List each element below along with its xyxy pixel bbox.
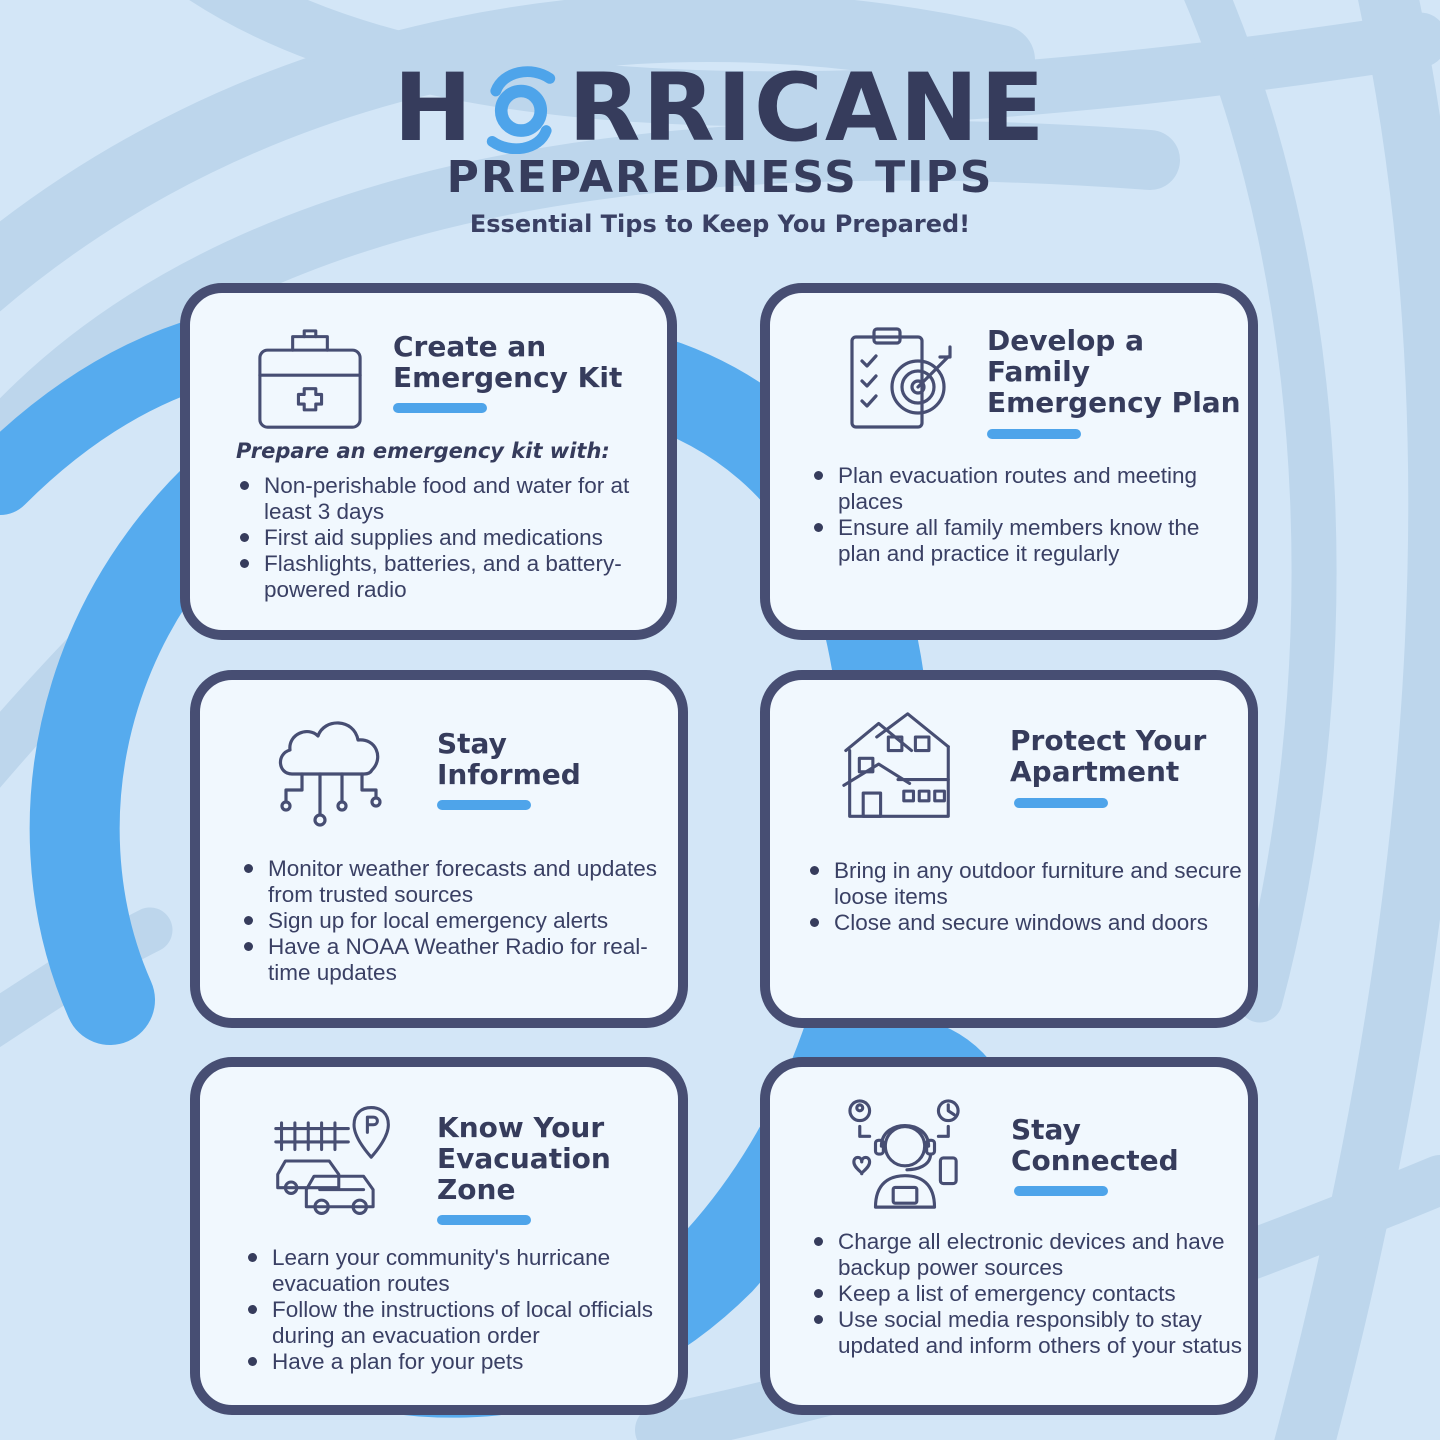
list-item: Learn your community's hurricane evacuation routes	[246, 1245, 686, 1297]
title-underline	[437, 800, 531, 810]
title-rest: RRICANE	[568, 54, 1047, 163]
card-emergency-kit	[180, 283, 677, 640]
card-stay-connected	[760, 1057, 1258, 1415]
list-item: Monitor weather forecasts and updates from trusted sources	[242, 856, 662, 908]
title-underline	[1014, 1186, 1108, 1196]
tip-list	[812, 1229, 1252, 1359]
list-item: Non-perishable food and water for at least 3 days	[238, 473, 658, 525]
card-title: Know Your Evacuation Zone	[437, 1111, 611, 1206]
card-evacuation-zone	[190, 1057, 688, 1415]
list-item: Keep a list of emergency contacts	[812, 1281, 1252, 1307]
title-underline	[1014, 798, 1108, 808]
list-item: Bring in any outdoor furniture and secure loose items	[808, 858, 1248, 910]
cloud-network-icon	[272, 710, 392, 830]
checklist-target-icon	[848, 323, 958, 433]
main-title	[0, 54, 1440, 163]
list-item: Follow the instructions of local officials during an evacuation order	[246, 1297, 686, 1349]
first-aid-kit-icon	[252, 327, 368, 433]
title-prefix: H	[393, 54, 475, 163]
list-item: Have a plan for your pets	[246, 1349, 686, 1375]
card-stay-informed	[190, 670, 688, 1028]
title-underline	[393, 403, 487, 413]
cars-parking-icon	[272, 1103, 396, 1219]
card-lead: Prepare an emergency kit with:	[236, 439, 610, 463]
card-title: Stay Connected	[1011, 1113, 1179, 1177]
card-family-plan	[760, 283, 1258, 640]
title-underline	[987, 429, 1081, 439]
list-item: Ensure all family members know the plan and practice it regularly	[812, 515, 1232, 567]
card-title: Create an Emergency Kit	[393, 330, 623, 394]
card-protect-apartment	[760, 670, 1258, 1028]
list-item: First aid supplies and medications	[238, 525, 658, 551]
list-item: Sign up for local emergency alerts	[242, 908, 662, 934]
list-item: Flashlights, batteries, and a battery-powered radio	[238, 551, 658, 603]
tagline: Essential Tips to Keep You Prepared!	[469, 210, 971, 238]
headset-operator-icon	[846, 1097, 964, 1215]
subtitle: PREPAREDNESS TIPS	[446, 152, 994, 203]
list-item: Plan evacuation routes and meeting places	[812, 463, 1232, 515]
card-title: Protect Your Apartment	[1010, 724, 1207, 788]
list-item: Have a NOAA Weather Radio for real-time updates	[242, 934, 662, 986]
card-title: Stay Informed	[437, 727, 581, 791]
list-item: Close and secure windows and doors	[808, 910, 1248, 936]
hurricane-o-icon	[476, 64, 566, 154]
house-icon	[840, 708, 956, 824]
tip-list	[242, 856, 662, 986]
card-title: Develop a Family Emergency Plan	[987, 324, 1241, 419]
list-item: Use social media responsibly to stay updated and inform others of your status	[812, 1307, 1252, 1359]
list-item: Charge all electronic devices and have backup power sources	[812, 1229, 1252, 1281]
tip-list	[812, 463, 1232, 567]
tip-list	[246, 1245, 686, 1375]
tip-list	[808, 858, 1248, 936]
tip-list	[238, 473, 658, 603]
title-underline	[437, 1215, 531, 1225]
